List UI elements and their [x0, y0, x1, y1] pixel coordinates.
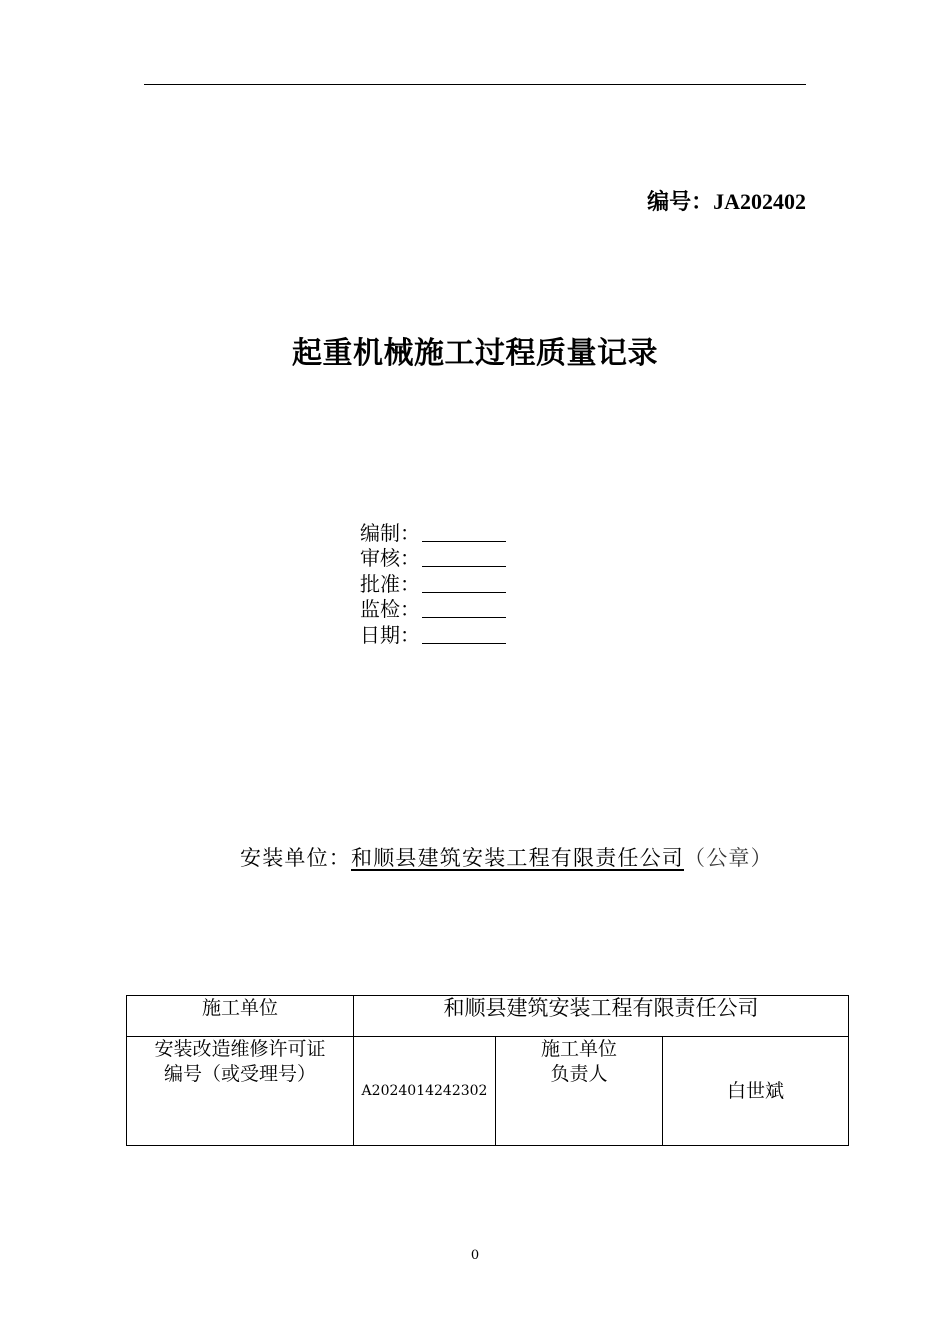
signoff-row-date: [360, 622, 506, 648]
document-title: 起重机械施工过程质量记录: [292, 336, 658, 371]
signoff-blank[interactable]: [422, 523, 506, 542]
table-row: [127, 996, 849, 1037]
install-unit-label: 安装单位：: [240, 846, 351, 870]
responsible-label-line1: 施工单位: [540, 1038, 617, 1060]
signoff-label: 编制：: [360, 520, 420, 545]
permit-label-cell: [127, 1037, 354, 1146]
info-table: [126, 995, 849, 1146]
signoff-label: 监检：: [360, 597, 420, 621]
signoff-block: [360, 520, 506, 648]
responsible-label-line2: 负责人: [550, 1063, 608, 1085]
table-row: [127, 1037, 849, 1146]
responsible-person-value: 白世斌: [663, 1037, 849, 1146]
signoff-label: 批准：: [360, 571, 420, 596]
signoff-blank[interactable]: [422, 574, 506, 593]
document-number-value: JA202402: [713, 189, 806, 214]
document-number-label: 编号：: [647, 189, 714, 215]
header-rule: [144, 84, 806, 85]
install-unit-name: 和顺县建筑安装工程有限责任公司: [351, 846, 684, 870]
signoff-blank[interactable]: [422, 548, 506, 567]
permit-label-line1: 安装改造维修许可证: [154, 1038, 326, 1060]
construction-unit-value: 和顺县建筑安装工程有限责任公司: [354, 996, 849, 1037]
permit-label-line2: 编号（或受理号）: [163, 1063, 316, 1085]
signoff-label: 日期：: [360, 622, 420, 647]
page-number: 0: [470, 1248, 480, 1263]
install-unit-seal-note: （公章）: [684, 846, 773, 870]
document-number: [647, 185, 806, 216]
permit-number-value: A2024014242302: [354, 1037, 496, 1146]
signoff-label: 审核：: [360, 546, 420, 570]
signoff-blank[interactable]: [422, 599, 506, 618]
construction-unit-label: 施工单位: [127, 996, 354, 1037]
install-unit-line: [144, 845, 806, 872]
signoff-blank[interactable]: [422, 625, 506, 644]
responsible-label-cell: [496, 1037, 663, 1146]
